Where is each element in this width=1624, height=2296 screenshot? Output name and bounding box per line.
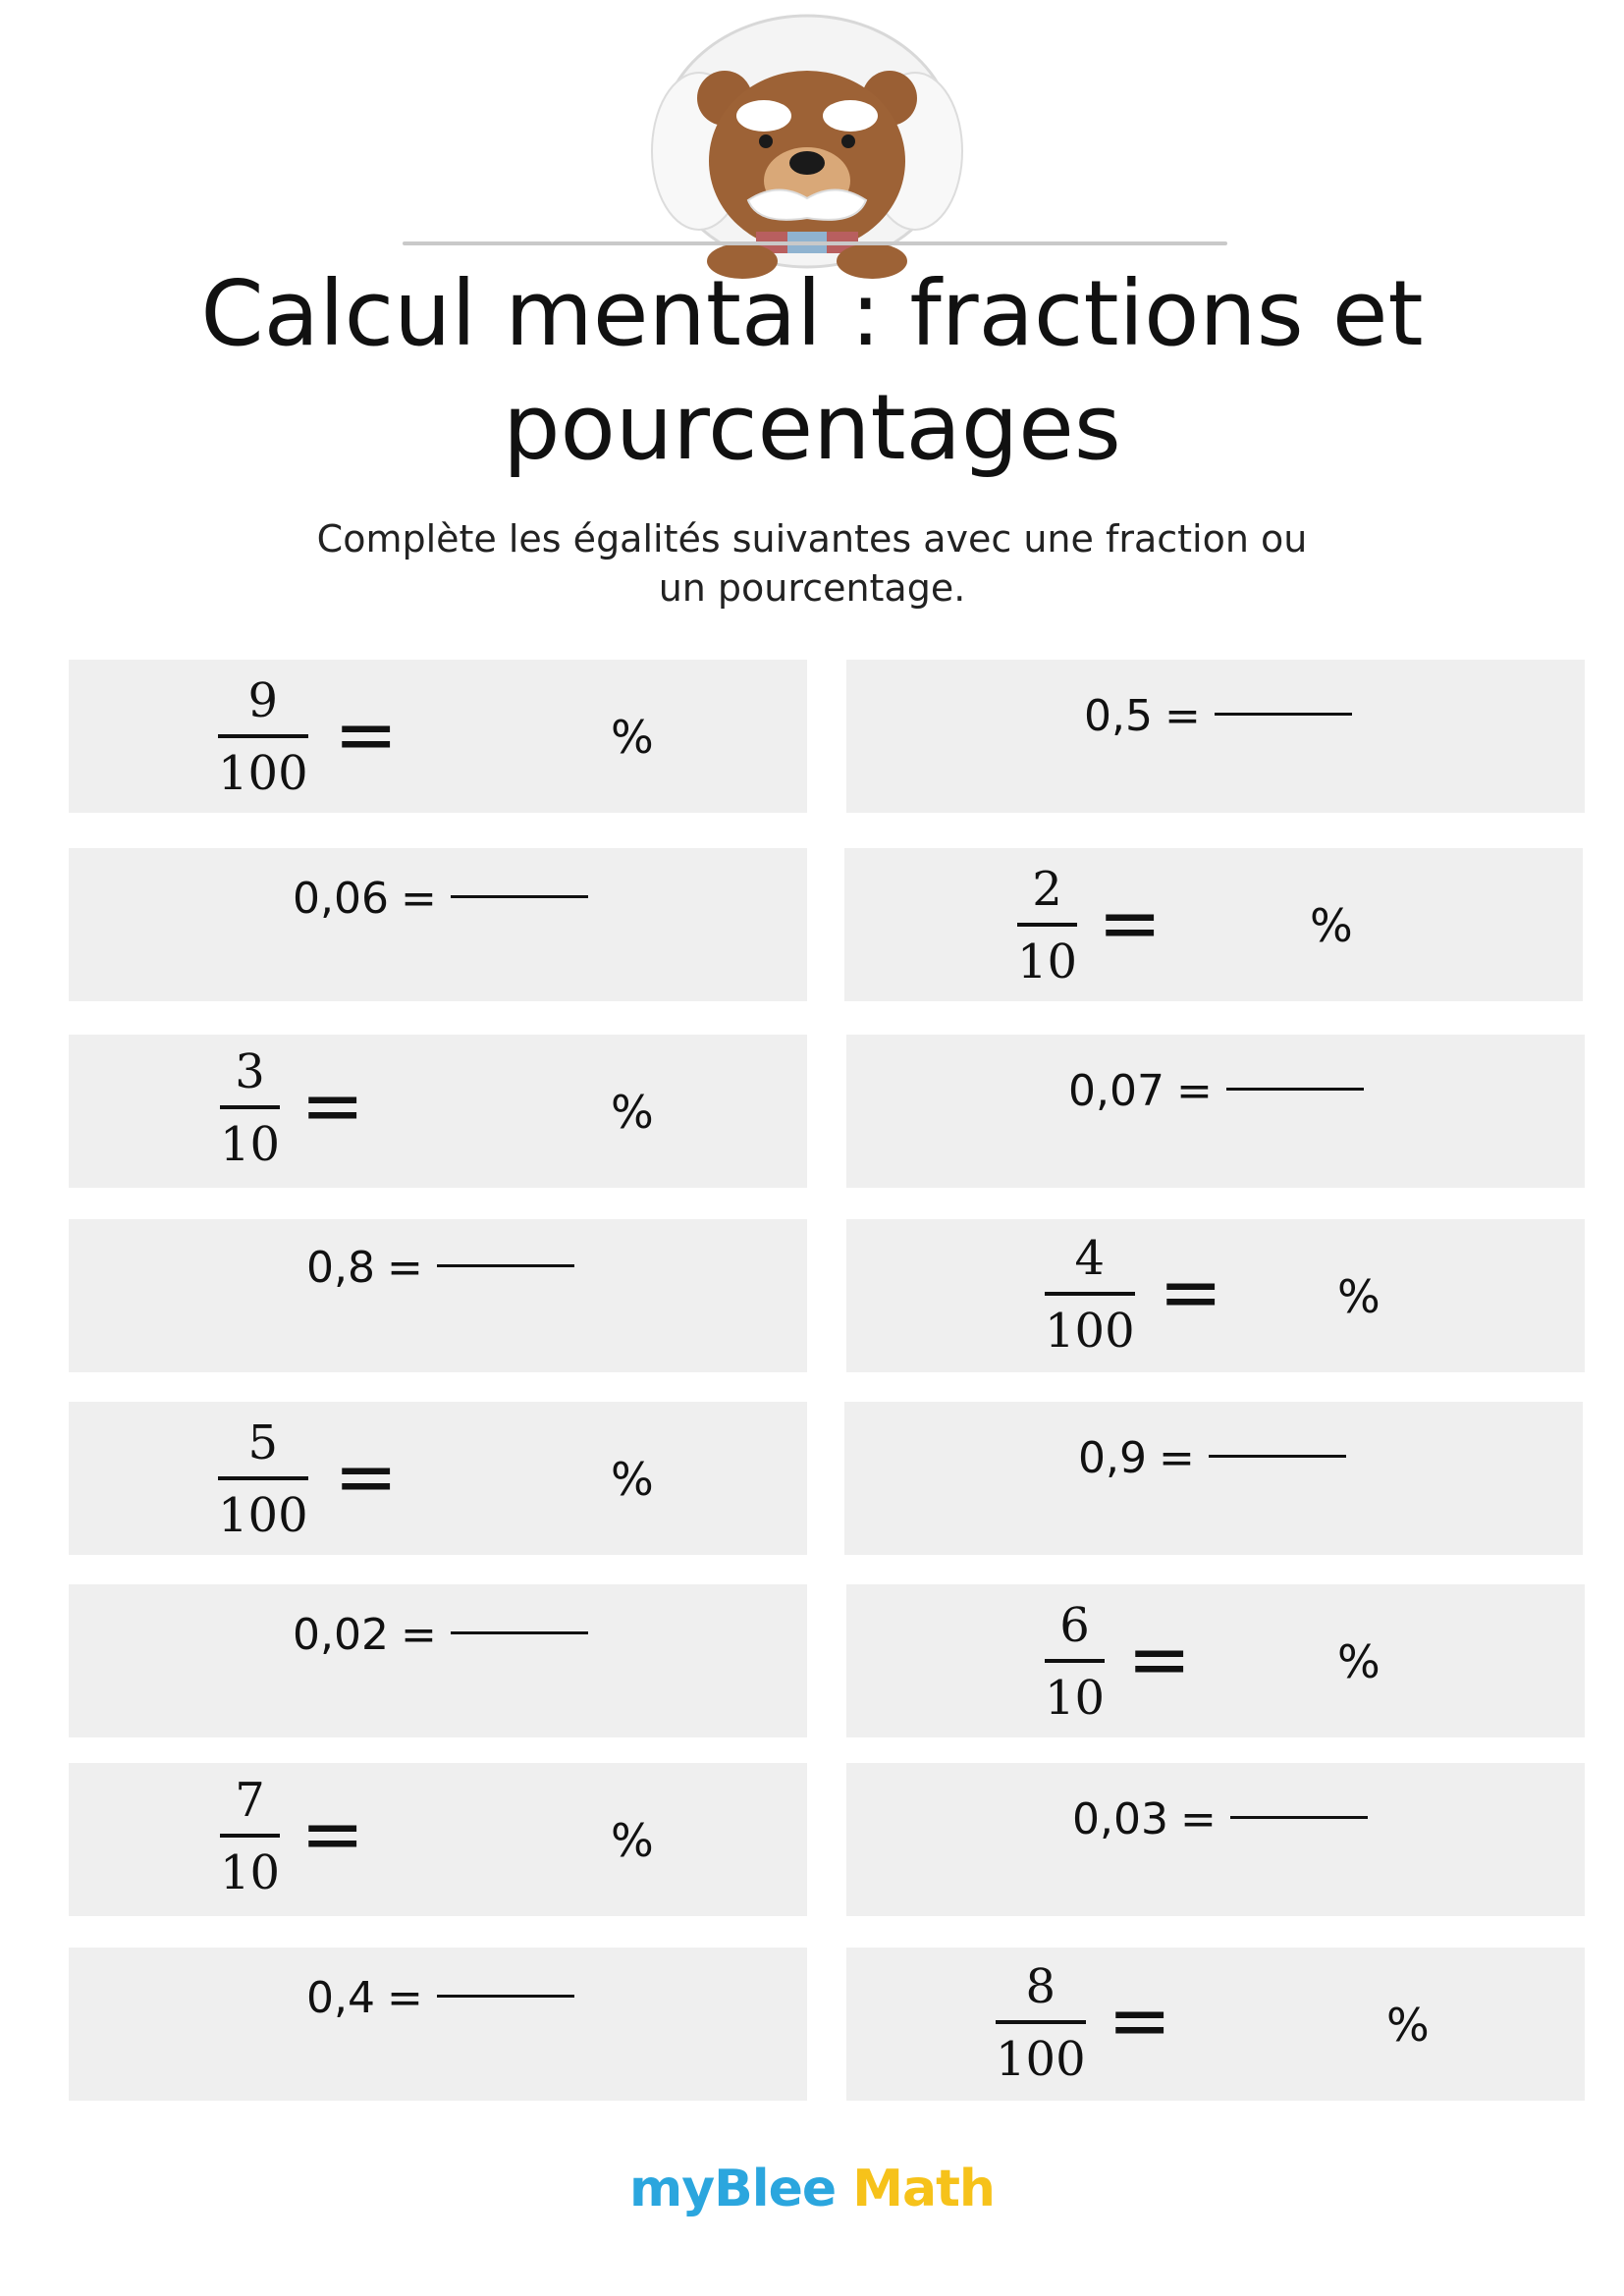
answer-blank-line bbox=[1209, 1455, 1346, 1458]
decimal-equality bbox=[306, 1973, 574, 2023]
numerator: 7 bbox=[235, 1773, 265, 1828]
equals-sign: = bbox=[1127, 1616, 1192, 1704]
logo-blee: Blee bbox=[714, 2160, 837, 2218]
exercise-card bbox=[846, 660, 1585, 813]
equals-sign: = bbox=[334, 691, 399, 779]
exercise-card bbox=[846, 1035, 1585, 1188]
equals-sign: = bbox=[334, 1433, 399, 1522]
exercise-card bbox=[69, 1402, 807, 1555]
answer-blank-line bbox=[437, 1264, 574, 1267]
percent-sign: % bbox=[611, 1453, 654, 1506]
equals-sign: = bbox=[1159, 1249, 1223, 1337]
fraction bbox=[1017, 862, 1078, 989]
denominator: 10 bbox=[1017, 934, 1078, 989]
equals-sign: = bbox=[386, 1243, 423, 1293]
decimal-value: 0,8 bbox=[306, 1243, 375, 1293]
numerator: 4 bbox=[1074, 1231, 1106, 1286]
logo-my: my bbox=[629, 2160, 715, 2218]
page-title: Calcul mental : fractions et pourcentages bbox=[200, 261, 1424, 480]
percent-sign: % bbox=[1310, 899, 1353, 952]
denominator: 100 bbox=[996, 2032, 1086, 2087]
fraction bbox=[220, 1044, 281, 1172]
answer-blank-line bbox=[451, 895, 588, 898]
equals-sign: = bbox=[1098, 880, 1163, 968]
percent-sign: % bbox=[1337, 1270, 1380, 1323]
decimal-value: 0,03 bbox=[1072, 1794, 1168, 1844]
percent-sign: % bbox=[611, 1814, 654, 1867]
numerator: 5 bbox=[247, 1415, 279, 1470]
myblee-math-logo bbox=[0, 2160, 1624, 2218]
equals-sign: = bbox=[1164, 691, 1201, 741]
answer-blank-line bbox=[1226, 1088, 1364, 1091]
decimal-value: 0,02 bbox=[293, 1610, 389, 1660]
exercise-card bbox=[846, 1584, 1585, 1737]
exercise-card bbox=[69, 1035, 807, 1188]
exercise-card bbox=[846, 1763, 1585, 1916]
numerator: 9 bbox=[247, 673, 279, 728]
exercise-card bbox=[69, 1763, 807, 1916]
equals-sign: = bbox=[300, 1790, 365, 1879]
denominator: 100 bbox=[218, 746, 308, 801]
equals-sign: = bbox=[386, 1973, 423, 2023]
answer-blank-line bbox=[451, 1631, 588, 1634]
percent-sign: % bbox=[1337, 1635, 1380, 1688]
fraction bbox=[218, 673, 308, 801]
percent-sign: % bbox=[1386, 1999, 1430, 2052]
numerator: 8 bbox=[1025, 1959, 1056, 2014]
equals-sign: = bbox=[400, 874, 437, 924]
decimal-value: 0,06 bbox=[293, 874, 389, 924]
fraction bbox=[218, 1415, 308, 1543]
denominator: 10 bbox=[220, 1117, 281, 1172]
answer-blank-line bbox=[437, 1995, 574, 1998]
decimal-value: 0,9 bbox=[1078, 1433, 1147, 1483]
exercise-card bbox=[846, 1219, 1585, 1372]
decimal-equality bbox=[1084, 691, 1352, 741]
exercise-card bbox=[69, 1219, 807, 1372]
exercise-card bbox=[69, 1948, 807, 2101]
decimal-value: 0,5 bbox=[1084, 691, 1153, 741]
denominator: 10 bbox=[220, 1845, 281, 1900]
equals-sign: = bbox=[1108, 1977, 1172, 2065]
percent-sign: % bbox=[611, 1086, 654, 1139]
decimal-equality bbox=[293, 1610, 588, 1660]
numerator: 6 bbox=[1059, 1598, 1090, 1653]
decimal-equality bbox=[1078, 1433, 1346, 1483]
exercise-card bbox=[846, 1948, 1585, 2101]
fraction bbox=[1045, 1231, 1135, 1359]
decimal-value: 0,4 bbox=[306, 1973, 375, 2023]
equals-sign: = bbox=[400, 1610, 437, 1660]
logo-math: Math bbox=[852, 2160, 995, 2218]
equals-sign: = bbox=[1158, 1433, 1195, 1483]
answer-blank-line bbox=[1215, 713, 1352, 716]
exercise-card bbox=[69, 660, 807, 813]
decimal-equality bbox=[1068, 1066, 1364, 1116]
numerator: 2 bbox=[1032, 862, 1062, 917]
equals-sign: = bbox=[1179, 1794, 1217, 1844]
fraction bbox=[996, 1959, 1086, 2087]
header-divider bbox=[403, 241, 1227, 245]
exercise-card bbox=[844, 1402, 1583, 1555]
bear-professor-mascot-icon bbox=[640, 4, 974, 281]
fraction bbox=[220, 1773, 281, 1900]
numerator: 3 bbox=[235, 1044, 265, 1099]
equals-sign: = bbox=[300, 1062, 365, 1150]
denominator: 10 bbox=[1045, 1671, 1106, 1726]
exercise-card bbox=[69, 848, 807, 1001]
exercise-card bbox=[69, 1584, 807, 1737]
denominator: 100 bbox=[218, 1488, 308, 1543]
equals-sign: = bbox=[1175, 1066, 1213, 1116]
decimal-value: 0,07 bbox=[1068, 1066, 1164, 1116]
denominator: 100 bbox=[1045, 1304, 1135, 1359]
decimal-equality bbox=[1072, 1794, 1368, 1844]
decimal-equality bbox=[306, 1243, 574, 1293]
instructions-text: Complète les égalités suivantes avec une fraction ou un pourcentage. bbox=[316, 517, 1308, 610]
percent-sign: % bbox=[611, 711, 654, 764]
decimal-equality bbox=[293, 874, 588, 924]
answer-blank-line bbox=[1230, 1816, 1368, 1819]
exercise-card bbox=[844, 848, 1583, 1001]
fraction bbox=[1045, 1598, 1106, 1726]
